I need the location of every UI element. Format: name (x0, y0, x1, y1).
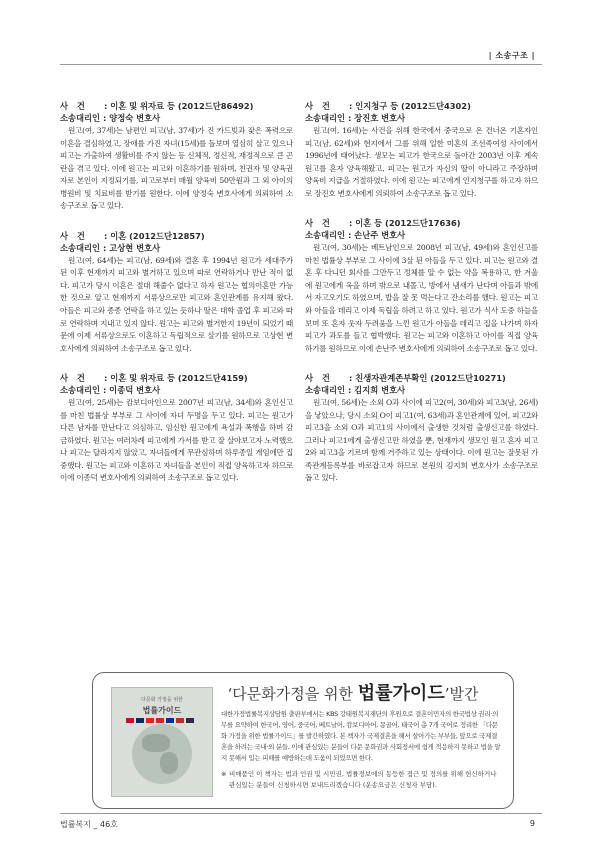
case-body: 원고(여, 30세)는 베트남인으로 2008년 피고(남, 49세)와 혼인신고를 마친 법률상 부부로 그 사이에 3살 된 아들을 두고 있다. 피고는 원고와 결혼 후 다니던 회사를 그만두고 정체를 알 수 없는 약을 복용하고, 한 겨울에 원고에게 옥을 하며 밖으로 내몰고, 방에서 냄새가 난다며 아들과 밖에서 자고오기도 하였으며, 밥을 잘 못 먹는다고 잔소리를 했다. 원고는 피고와 아들을 데리고 이제 독립을 하려고 하고 있다. 원고가 식사 도중 하늘을 보며 또 혼자 웃자 두려움을 느낀 원고가 아들을 데리고 집을 나가며 하자 피고가 과도를 들고 협박했다. 원고는 피고와 이혼하고 아이를 직접 양육하기를 원하므로 이에 손난주 변호사에게 의뢰하여 소송구조로 돕고 있다. (305, 243, 538, 353)
lawyer-label: 소송대리인 (305, 230, 346, 241)
case-label: 사 건 (305, 373, 333, 384)
promo-box (92, 672, 514, 809)
book-cover-title: 법률가이드 (142, 706, 182, 715)
case-body: 원고(여, 37세)는 남편인 피고(남, 37세)가 진 카드빚과 잦은 폭력으로 이혼을 결심하였고, 장애를 가진 자녀(15세)를 돌보며 열심히 살고 있으나 피고는 가출하여 생활비를 주지 않는 등 신체적, 정신적, 재정적으로 큰 곤란을 겪고 있다. 이에 원고는 피고와 이혼하기를 원하며, 친권자 및 양육권자로 본인이 지정되기를, 피고로부터 매월 양육비 50만원과 그 외 아이의 병원비 및 치료비를 받기를 원한다. 이에 양정숙 변호사에게 의뢰하여 소송구조로 돕고 있다. (60, 126, 293, 211)
footer-divider (60, 813, 542, 814)
lawyer-name: : 장진호 변호사 (347, 113, 406, 123)
page-number: 9 (529, 819, 535, 828)
section-label: | 소송구조 | (488, 51, 535, 60)
note-text: 비매품인 이 책자는 법과 인권 및 시민권, 법률정보에의 동등한 접근 및 정의를 위해 헌신하거나 관심있는 분들이 신청하시면 보내드리겠습니다 (운송요금은 신청자 부담). (229, 770, 497, 789)
header-divider (60, 64, 542, 65)
case-label: 사 건 (305, 218, 333, 229)
case-body: 원고(여, 64세)는 피고(남, 69세)와 결혼 후 1994년 원고가 세대주가 된 이후 현재까지 피고와 별거하고 있으며 따로 연락하거나 만난 적이 없다. 피고가 당시 이혼은 절대 해줄수 없다고 하자 원고는 협의이혼만 가능한 것으로 알고 현재까지 서류상으로만 피고와 혼인관계를 유지해 왔다. 아들은 피고와 종종 연락을 하고 있는 듯하나 딸은 대학 졸업 후 피고와 따로 연락하며 지내고 있지 않다. 원고는 피고와 별거한지 19년이 되었기 때문에 이제 서류상으로도 이혼하고 독립적으로 살기를 원하므로 고상현 변호사에게 의뢰하여 소송구조로 돕고 있다. (60, 255, 293, 353)
case-label: 사 건 (60, 230, 88, 241)
flag-icon (156, 718, 164, 723)
case-entry (60, 372, 293, 485)
flag-icon (146, 718, 154, 723)
continent-graphic (160, 752, 178, 774)
lawyer-label: 소송대리인 (60, 242, 101, 253)
case-label: 사 건 (305, 101, 333, 111)
flag-icon (126, 718, 134, 723)
case-title: : 이혼 (2012드단12857) (104, 230, 205, 241)
note-mark: ※ (221, 770, 227, 778)
left-column (60, 100, 293, 502)
case-entry (305, 372, 538, 485)
case-label: 사 건 (60, 373, 88, 384)
right-column (305, 100, 538, 502)
flag-icon (186, 718, 194, 723)
case-title: : 이혼 등 (2012드단17636) (349, 218, 461, 229)
case-body: 원고(여, 16세)는 사건을 위해 한국에서 중국으로 온 건너온 기혼자인 피고(남, 62세)와 현지에서 그를 위해 일한 미혼의 조선족여성 사이에서 1996년에 태어났다. 생모는 피고가 한국으로 돌아간 2003년 이후 계속 원고를 혼자 양육해왔고, 피고는 원고가 자신의 딸이 아니라고 주장하며 양육비 지급을 거절하였다. 이에 원고는 피고에게 인지청구를 하고자 하므로 장진호 변호사에게 의뢰하여 소송구조로 돕고 있다. (305, 126, 538, 198)
promo-body: 대한가정법률복지상담원 출판부에서는 KBS 강태원복지재단의 후원으로 결혼이민자의 한국법상 권리·의무를 요약하여 한국어, 영어, 중국어, 베트남어, 캄보디아어, 몽골어, 태국어 총 7개 국어로 정리한 「다문화 가정을 위한 법률가이드」를 발간하였다. 본 책자가 국제결혼을 해서 살아가는 부부들, 앞으로 국제결혼을 하려는 국내·외 분들, 이에 관심있는 분들이 다문 문화권과 사회정서에 쉽게 적응하지 못하고 법을 알지 못해서 입는 피해를 예방하는데 도움이 되었으면 한다. (221, 710, 501, 762)
case-entry (60, 100, 293, 213)
book-cover-subtitle: 다문화 가정을 위한 (141, 697, 183, 703)
case-entry (305, 100, 538, 200)
lawyer-name: : 손난주 변호사 (347, 230, 406, 241)
flag-icon (166, 718, 174, 723)
case-entry (305, 217, 538, 355)
lawyer-name: : 김지희 변호사 (347, 385, 406, 396)
lawyer-name: : 이종덕 변호사 (102, 385, 161, 396)
lawyer-label: 소송대리인 (60, 113, 101, 123)
promo-note (221, 769, 501, 790)
case-body: 원고(여, 56세)는 소외 O과 사이에 피고2(여, 30세)와 피고3(남, 26세)을 낳았으나, 당시 소외 O이 피고1(여, 63세)과 혼인관계에 있어, 피고2와 피고3을 소외 O과 피고1의 사이에서 출생한 것처럼 출생신고를 하였다. 그러나 피고1에게 출생신고만 하였을 뿐, 현재까지 생모인 원고 혼자 피고2와 피고3을 기르며 함께 거주하고 있는 상태이다. 이에 원고는 잘못된 가족관계등록부를 바로잡고자 하므로 본원의 김지희 변호사가 소송구조로 돕고 있다. (305, 398, 538, 483)
lawyer-label: 소송대리인 (60, 385, 101, 396)
issue-label: 법률복지 _ 46호 (60, 820, 118, 829)
flag-icon (176, 718, 184, 723)
flag-icon (136, 718, 144, 723)
case-title: : 인지청구 등 (2012드단4302) (349, 101, 471, 111)
case-title: : 이혼 및 위자료 등 (2012드단86492) (104, 101, 254, 111)
promo-title: ‘다문화가정을 위한 법률가이드’발간 (227, 683, 479, 704)
lawyer-label: 소송대리인 (305, 113, 346, 123)
lawyer-name: : 고상현 변호사 (102, 242, 161, 253)
continent-graphic (142, 734, 170, 752)
case-title: : 이혼 및 위자료 등 (2012드단4159) (104, 373, 248, 384)
case-entry (60, 230, 293, 355)
case-label: 사 건 (60, 101, 88, 111)
lawyer-name: : 양정숙 변호사 (102, 113, 161, 123)
case-title: : 친생자관계존부확인 (2012드단10271) (349, 373, 506, 384)
book-cover-image (111, 687, 213, 797)
lawyer-label: 소송대리인 (305, 385, 346, 396)
case-body: 원고(여, 25세)는 캄보디아인으로 2007년 피고(남, 34세)와 혼인신고를 마친 법률상 부부로 그 사이에 자녀 두명을 두고 있다. 피고는 원고가 다른 남자를 만난다고 의심하고, 임신한 원고에게 욕설과 폭행을 하며 감금하였다. 원고는 여러차례 피고에게 가서를 받고 잘 살아보고자 노력했으나 피고는 달라지지 않았고, 자녀들에게 무관심하며 하루종일 게임에만 집중했다. 원고는 피고와 이혼하고 자녀들을 본인이 직접 양육하고자 하므로 이에 이종덕 변호사에게 의뢰하여 소송구조로 돕고 있다. (60, 398, 293, 483)
